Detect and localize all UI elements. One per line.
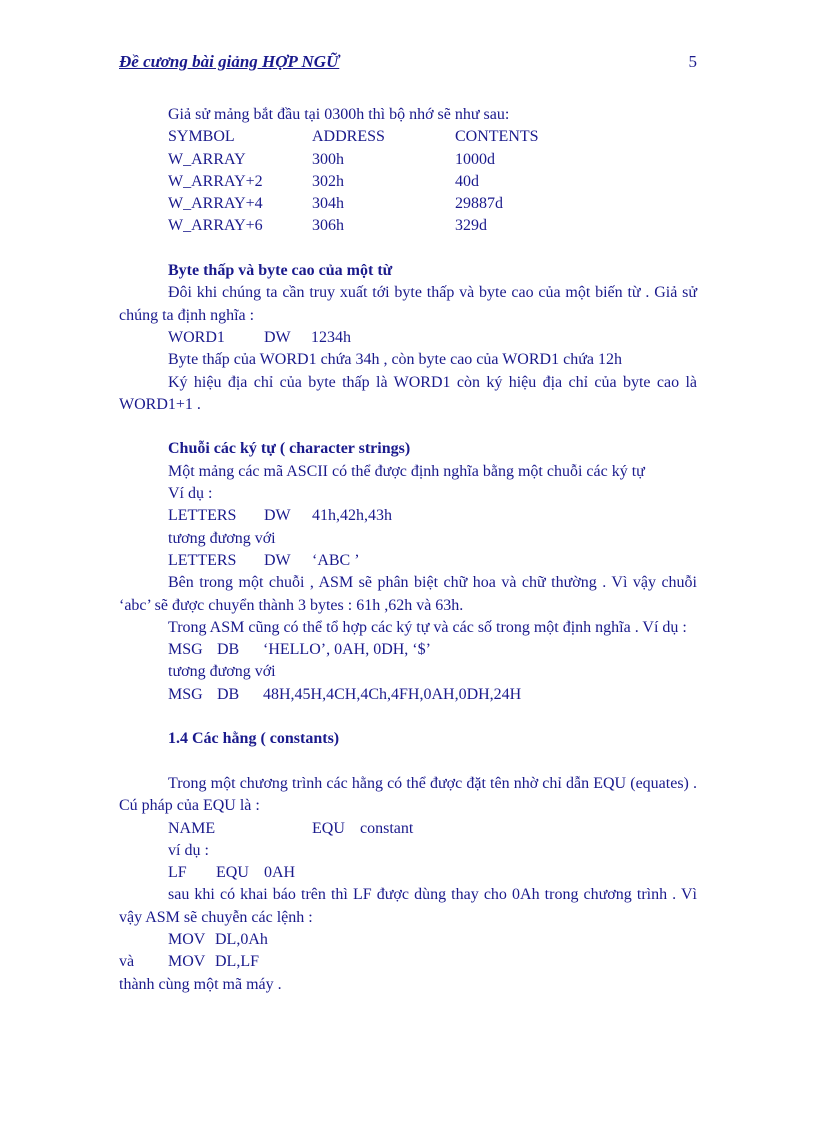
section-heading-byte: Byte thấp và byte cao của một từ	[168, 262, 393, 280]
code-token: 41h,42h,43h	[312, 507, 392, 525]
table-cell: W_ARRAY	[168, 150, 246, 168]
code-token: WORD1	[168, 328, 225, 346]
table-cell: 40d	[455, 172, 479, 190]
code-line	[119, 505, 697, 527]
page-header	[119, 52, 697, 76]
table-cell: 302h	[312, 172, 344, 190]
code-line	[119, 818, 697, 840]
code-token: NAME	[168, 819, 216, 837]
table-cell: 304h	[312, 195, 344, 213]
code-line	[119, 327, 697, 349]
paragraph: Đôi khi chúng ta cần truy xuất tới byte thấp và byte cao của một biến từ . Giả sử chúng ta định nghĩa :	[119, 284, 697, 324]
code-token: 48H,45H,4CH,4Ch,4FH,0AH,0DH,24H	[263, 685, 522, 703]
paragraph: tương đương với	[168, 529, 276, 547]
table-header-cell: CONTENTS	[455, 128, 539, 146]
code-token: EQU	[216, 864, 249, 882]
paragraph: Ký hiệu địa chỉ của byte thấp là WORD1 còn ký hiệu địa chỉ của byte cao là WORD1+1 .	[119, 373, 697, 413]
code-token: EQU	[312, 819, 345, 837]
table-cell: W_ARRAY+4	[168, 195, 263, 213]
paragraph: Trong một chương trình các hằng có thể được đặt tên nhờ chỉ dẫn EQU (equates) . Cú pháp của EQU là :	[119, 774, 697, 815]
code-line	[119, 862, 697, 884]
table-row	[168, 171, 697, 193]
page-number: 5	[688, 52, 697, 71]
code-token: constant	[360, 819, 414, 837]
code-token: DL,0Ah	[215, 930, 268, 948]
code-line	[119, 684, 697, 706]
paragraph: Byte thấp của WORD1 chứa 34h , còn byte cao của WORD1 chứa 12h	[168, 351, 622, 369]
memory-table-header	[168, 126, 697, 148]
memory-table	[119, 126, 697, 237]
table-row	[168, 193, 697, 215]
code-token: MOV	[168, 953, 206, 971]
code-line	[119, 951, 697, 973]
code-token: DW	[264, 551, 291, 569]
table-header-cell: ADDRESS	[312, 128, 385, 146]
array-intro: Giả sử mảng bắt đầu tại 0300h thì bộ nhớ sẽ như sau:	[168, 106, 510, 123]
conjunction: và	[119, 953, 135, 971]
code-token: 1234h	[311, 328, 351, 346]
code-token: DB	[217, 685, 240, 703]
table-row	[168, 215, 697, 237]
page-body	[119, 104, 697, 996]
section-heading-strings: Chuỗi các ký tự ( character strings)	[168, 440, 411, 458]
table-header-cell: SYMBOL	[168, 128, 235, 146]
code-token: LF	[168, 864, 187, 882]
code-token: ‘HELLO’, 0AH, 0DH, ‘$’	[263, 641, 431, 659]
code-token: LETTERS	[168, 551, 237, 569]
example-label: ví dụ :	[168, 841, 209, 859]
table-cell: W_ARRAY+2	[168, 172, 263, 190]
table-row	[168, 149, 697, 171]
code-token: ‘ABC ’	[312, 551, 360, 569]
paragraph: Một mảng các mã ASCII có thể được định nghĩa bằng một chuỗi các ký tự	[168, 462, 645, 480]
code-token: DL,LF	[215, 953, 259, 971]
code-token: LETTERS	[168, 507, 237, 525]
code-token: DW	[264, 507, 291, 525]
table-cell: W_ARRAY+6	[168, 217, 263, 235]
code-token: MSG	[168, 685, 203, 703]
code-token: 0AH	[264, 864, 296, 882]
table-cell: 329d	[455, 217, 487, 235]
code-token: DW	[264, 328, 291, 346]
paragraph: tương đương với	[168, 663, 276, 681]
code-token: DB	[217, 641, 240, 659]
code-token: MSG	[168, 641, 203, 659]
paragraph: thành cùng một mã máy .	[119, 975, 282, 993]
code-line	[119, 929, 697, 951]
paragraph: Trong ASM cũng có thể tổ hợp các ký tự và các số trong một định nghĩa . Ví dụ :	[168, 618, 687, 636]
paragraph: sau khi có khai báo trên thì LF được dùng thay cho 0Ah trong chương trình . Vì vậy ASM sẽ chuyễn các lệnh :	[119, 886, 697, 926]
code-line	[119, 639, 697, 661]
code-line	[119, 550, 697, 572]
table-cell: 1000d	[455, 150, 495, 168]
code-token: MOV	[168, 930, 206, 948]
paragraph: Bên trong một chuỗi , ASM sẽ phân biệt chữ hoa và chữ thường . Vì vậy chuỗi ‘abc’ sẽ được chuyển thành 3 bytes : 61h ,62h và 63h.	[119, 574, 697, 614]
example-label: Ví dụ :	[168, 485, 213, 503]
table-cell: 300h	[312, 150, 344, 168]
document-title: Đề cương bài giảng HỢP NGỮ	[119, 52, 340, 71]
section-heading-constants: 1.4 Các hằng ( constants)	[168, 730, 340, 748]
table-cell: 306h	[312, 217, 344, 235]
table-cell: 29887d	[455, 195, 503, 213]
